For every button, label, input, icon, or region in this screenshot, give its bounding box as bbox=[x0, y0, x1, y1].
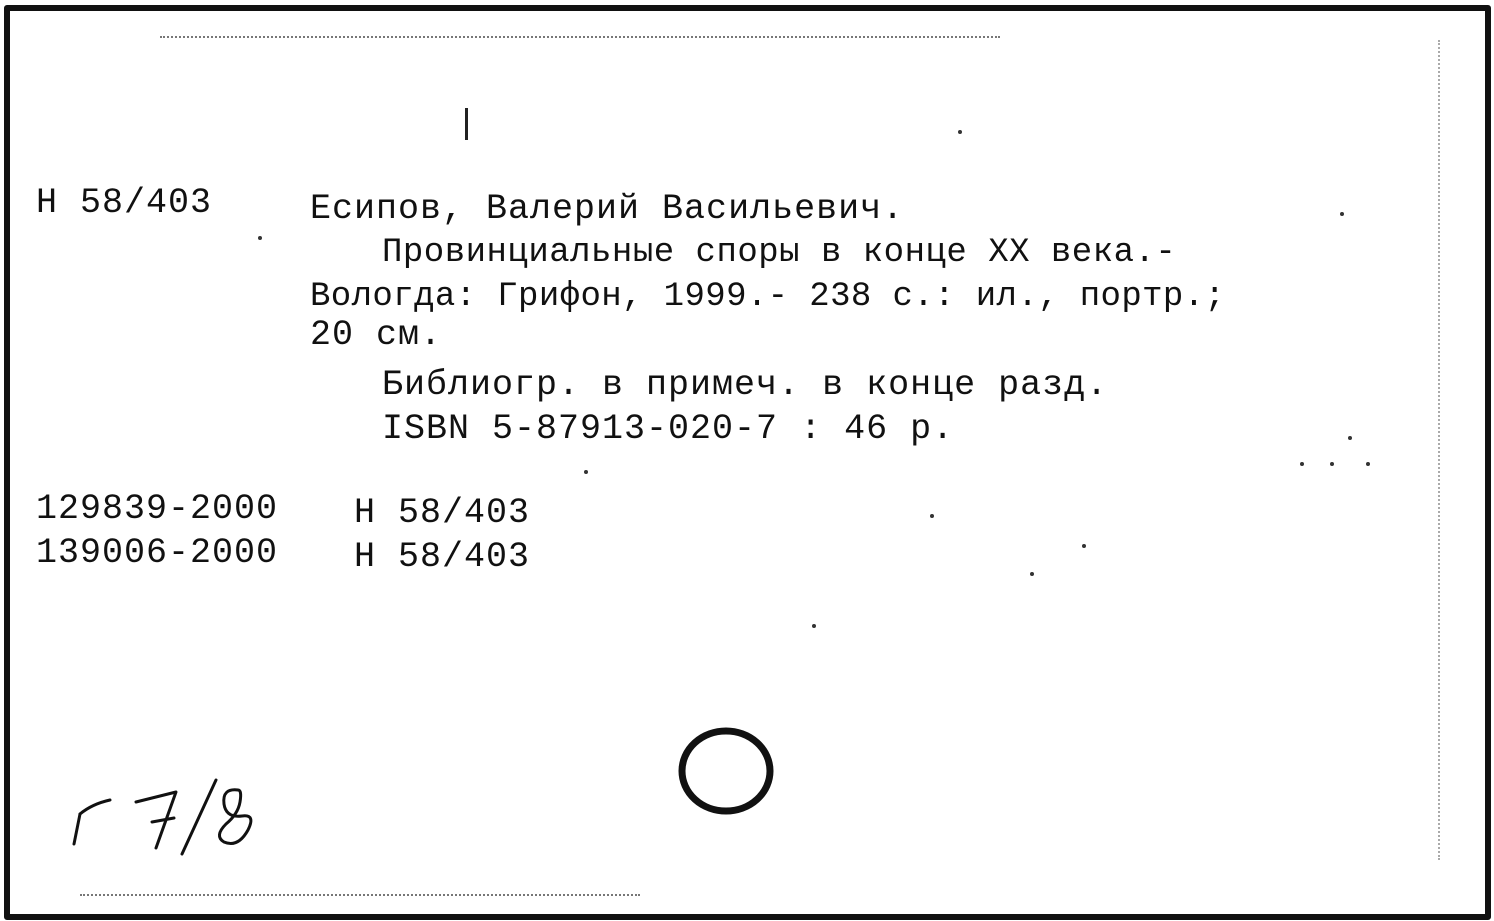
noise-speck bbox=[584, 470, 588, 474]
isbn-price-line: ISBN 5-87913-020-7 : 46 р. bbox=[382, 409, 955, 449]
noise-speck bbox=[1030, 572, 1034, 576]
holding-call-number: Н 58/403 bbox=[354, 537, 531, 577]
call-number: Н 58/403 bbox=[36, 183, 213, 223]
noise-speck bbox=[1366, 462, 1370, 466]
noise-speck bbox=[1340, 212, 1344, 216]
bottom-dotted-line bbox=[80, 894, 640, 896]
right-dotted-line bbox=[1438, 40, 1440, 860]
top-dotted-line bbox=[160, 36, 1000, 38]
size-line: 20 см. bbox=[310, 315, 443, 355]
noise-speck bbox=[1300, 462, 1304, 466]
imprint-line: Вологда: Грифон, 1999.- 238 с.: ил., портр.; bbox=[310, 278, 1226, 316]
vertical-tick-mark bbox=[465, 108, 468, 140]
author-heading: Есипов, Валерий Васильевич. bbox=[310, 189, 905, 229]
holding-call-number: Н 58/403 bbox=[354, 493, 531, 533]
noise-speck bbox=[812, 624, 816, 628]
holding-inventory: 139006-2000 bbox=[36, 533, 279, 573]
holding-inventory: 129839-2000 bbox=[36, 489, 279, 529]
noise-speck bbox=[1348, 436, 1352, 440]
noise-speck bbox=[1082, 544, 1086, 548]
noise-speck bbox=[930, 514, 934, 518]
noise-speck bbox=[258, 236, 262, 240]
title-line: Провинциальные споры в конце ХХ века.- bbox=[382, 234, 1177, 272]
noise-speck bbox=[1330, 462, 1334, 466]
noise-speck bbox=[958, 130, 962, 134]
bibliography-note: Библиогр. в примеч. в конце разд. bbox=[382, 365, 1109, 405]
handwritten-shelf-mark bbox=[62, 760, 272, 860]
punch-hole bbox=[676, 724, 776, 818]
